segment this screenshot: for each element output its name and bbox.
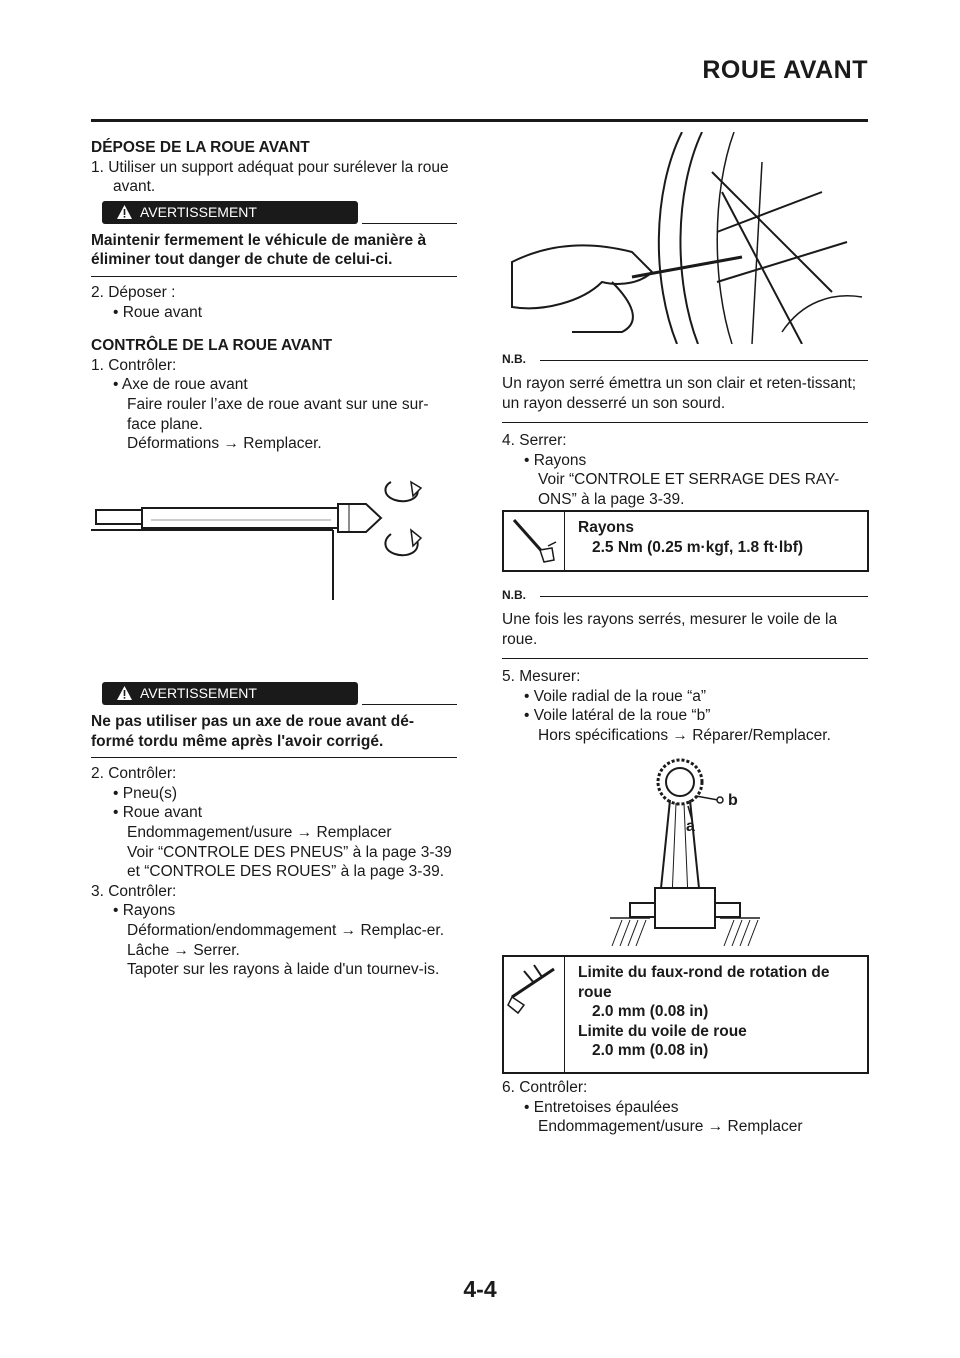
step-6: 6. Contrôler:	[502, 1079, 588, 1096]
check-step-2-item-1: • Pneu(s)	[113, 784, 178, 802]
torque-wrench-icon	[504, 512, 564, 570]
step-5-item-2: • Voile latéral de la roue “b”	[524, 707, 711, 725]
nb-text-2: Une fois les rayons serrés, mesurer le voile de la roue.	[502, 610, 868, 659]
caliper-icon	[504, 957, 564, 1037]
page-number: 4-4	[463, 1276, 497, 1302]
check-step-2-ref: Voir “CONTROLE DES PNEUS” à la page 3-39 et “CONTROLE DES ROUES” à la page 3-39.	[127, 843, 452, 881]
right-column-bottom	[502, 1078, 868, 1137]
nb-text-1: Un rayon serré émettra un son clair et reten-tissant; un rayon desserré un son sourd.	[502, 374, 868, 423]
step-5: 5. Mesurer:	[502, 668, 581, 686]
spec-lateral-value: 2.0 mm (0.08 in)	[592, 1042, 709, 1060]
step-4-ref: Voir “CONTROLE ET SERRAGE DES RAY-ONS” à la page 3-39.	[538, 471, 840, 508]
right-column-mid	[502, 582, 868, 746]
check-step-1-action: Déformations → Remplacer.	[127, 435, 322, 453]
warning-header-1	[91, 201, 457, 227]
step-6-action: Endommagement/usure → Remplacer	[538, 1118, 803, 1136]
warning-text-1: Maintenir fermement le véhicule de manière à éliminer tout danger de chute de celui-ci.	[91, 231, 457, 277]
step-4: 4. Serrer:	[502, 432, 567, 450]
page-title: ROUE AVANT	[702, 56, 868, 84]
check-step-1-item: • Axe de roue avant	[113, 376, 248, 394]
removal-step-2: 2. Déposer :	[91, 283, 176, 301]
step-4-item: • Rayons	[524, 451, 587, 469]
warning-header-2	[91, 682, 457, 708]
check-step-2-item-2: • Roue avant	[113, 804, 203, 822]
step-6-item: • Entretoises épaulées	[524, 1098, 679, 1116]
nb-header-1	[502, 350, 868, 370]
warning-label: AVERTISSEMENT	[140, 203, 257, 220]
right-column	[502, 346, 868, 510]
warning-icon	[116, 204, 133, 220]
axle-illustration	[91, 468, 431, 608]
spec-lateral-name: Limite du voile de roue	[578, 1022, 747, 1040]
section-title-removal: DÉPOSE DE LA ROUE AVANT	[91, 139, 310, 156]
figure-label-a: a	[686, 818, 695, 835]
step-5-action: Hors spécifications → Réparer/Remplacer.	[538, 726, 831, 744]
figure-label-b: b	[728, 792, 738, 809]
spec-box-torque	[502, 510, 869, 572]
check-step-3-action-3: Tapoter sur les rayons à laide d'un tournev-is.	[127, 961, 440, 979]
left-column	[91, 138, 457, 454]
step-5-item-1: • Voile radial de la roue “a”	[524, 687, 707, 705]
check-step-3-action-1: Déformation/endommagement → Remplac-er.	[127, 921, 445, 939]
spec-radial-name: Limite du faux-rond de rotation de roue	[578, 964, 830, 1001]
nb-header-2	[502, 586, 868, 606]
nb-label: N.B.	[502, 352, 526, 366]
spoke-tapping-illustration	[502, 132, 868, 344]
check-step-3: 3. Contrôler:	[91, 882, 177, 900]
nb-label: N.B.	[502, 588, 526, 602]
check-step-2: 2. Contrôler:	[91, 765, 177, 783]
warning-label: AVERTISSEMENT	[140, 685, 257, 701]
warning-text-2: Ne pas utiliser pas un axe de roue avant dé-formé tordu même après l'avoir corrigé.	[91, 712, 457, 758]
header-rule	[91, 119, 868, 122]
wheel-runout-illustration	[600, 758, 770, 948]
check-step-1: 1. Contrôler:	[91, 356, 177, 374]
check-step-3-item: • Rayons	[113, 902, 176, 920]
check-step-3-action-2: Lâche → Serrer.	[127, 941, 240, 959]
spec-radial-value: 2.0 mm (0.08 in)	[592, 1003, 709, 1021]
left-column-lower	[91, 678, 457, 980]
removal-step-1: 1. Utiliser un support adéquat pour surélever la roue avant.	[91, 158, 449, 196]
section-title-check: CONTRÔLE DE LA ROUE AVANT	[91, 337, 333, 355]
removal-step-2-item: • Roue avant	[113, 303, 203, 321]
warning-icon	[116, 685, 133, 701]
check-step-1-text: Faire rouler l’axe de roue avant sur une sur-face plane.	[127, 395, 429, 433]
spec-box-runout	[502, 955, 869, 1074]
spec-torque-value: 2.5 Nm (0.25 m·kgf, 1.8 ft·lbf)	[592, 538, 804, 556]
check-step-2-action: Endommagement/usure → Remplacer	[127, 823, 392, 841]
spec-torque-name: Rayons	[578, 519, 634, 536]
